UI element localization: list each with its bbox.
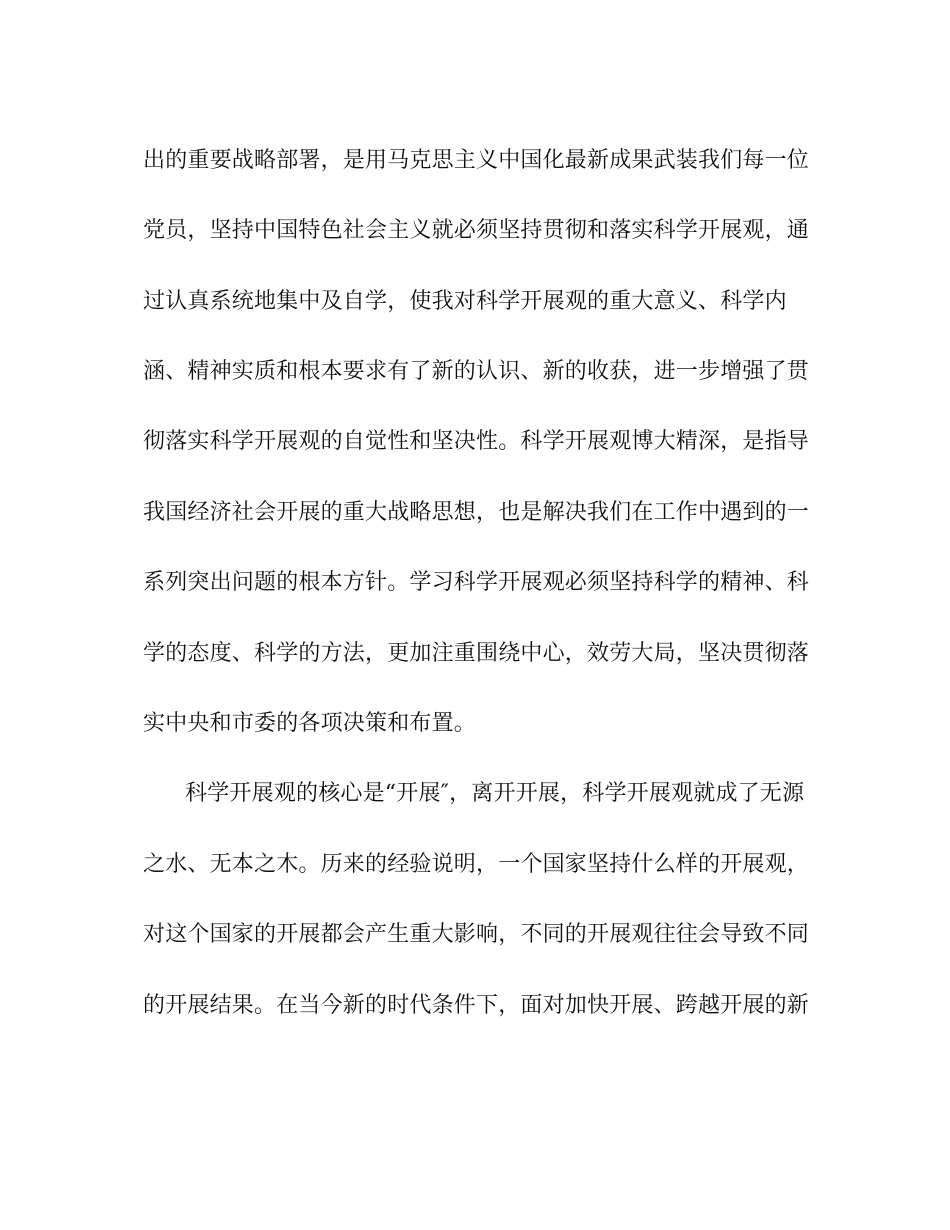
text-line: 实中央和市委的各项决策和布置。 bbox=[143, 711, 477, 736]
text-line: 我国经济社会开展的重大战略思想，也是解决我们在工作中遇到的一 bbox=[143, 500, 810, 525]
text-line: 科学开展观的核心是“开展″，离开开展，科学开展观就成了无源 bbox=[185, 781, 805, 806]
text-line: 系列突出问题的根本方针。学习科学开展观必须坚持科学的精神、科 bbox=[143, 570, 810, 595]
text-line: 彻落实科学开展观的自觉性和坚决性。科学开展观博大精深，是指导 bbox=[143, 429, 810, 454]
text-line: 出的重要战略部署，是用马克思主义中国化最新成果武装我们每一位 bbox=[143, 148, 810, 173]
text-line: 的开展结果。在当今新的时代条件下，面对加快开展、跨越开展的新 bbox=[143, 993, 810, 1018]
text-line: 涵、精神实质和根本要求有了新的认识、新的收获，进一步增强了贯 bbox=[143, 359, 810, 384]
text-line: 过认真系统地集中及自学，使我对科学开展观的重大意义、科学内 bbox=[143, 289, 787, 314]
text-line: 学的态度、科学的方法，更加注重围绕中心，效劳大局，坚决贯彻落 bbox=[143, 641, 810, 666]
text-line: 对这个国家的开展都会产生重大影响，不同的开展观往往会导致不同 bbox=[143, 922, 810, 947]
text-line: 党员，坚持中国特色社会主义就必须坚持贯彻和落实科学开展观，通 bbox=[143, 218, 810, 243]
text-line: 之水、无本之木。历来的经验说明，一个国家坚持什么样的开展观， bbox=[143, 852, 810, 877]
